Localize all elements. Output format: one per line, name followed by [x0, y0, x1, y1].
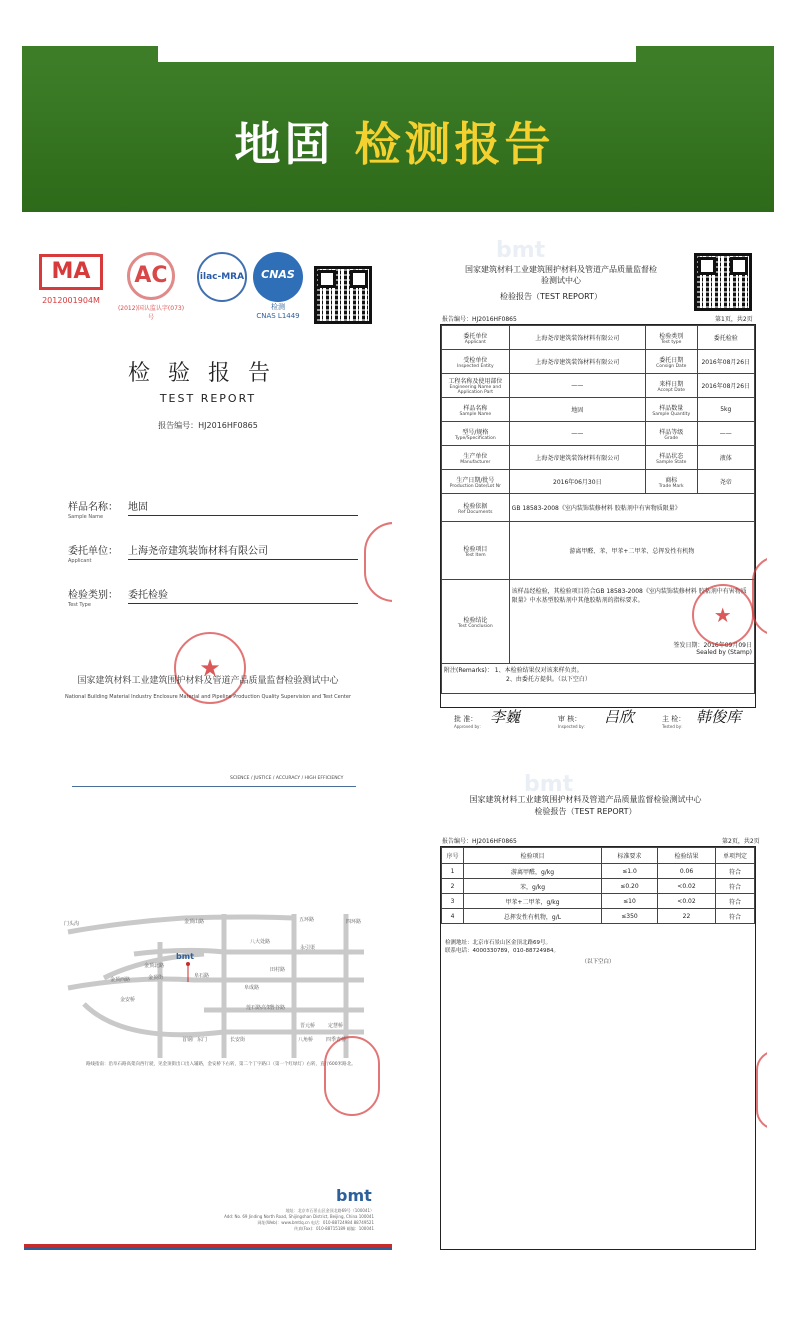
label-cell: [442, 326, 510, 350]
table-cell: 总挥发性有机物，g/L: [464, 909, 602, 924]
qr-code-icon: [694, 253, 752, 311]
value-cell: [697, 326, 754, 350]
cnas-mark: CNAS: [253, 252, 303, 302]
basis-label-en: Ref Documents: [458, 509, 493, 515]
report-page-1: [404, 236, 767, 748]
slogan-rule: [72, 786, 356, 787]
footer-stripe-blue: [24, 1247, 392, 1250]
inspect-label-en: Inspected by：: [558, 724, 588, 729]
inspector: [558, 714, 588, 730]
map-label: 晋元桥: [300, 1023, 316, 1029]
bmt-map-marker: bmt: [176, 952, 194, 961]
table-cell: 3: [442, 894, 464, 909]
page2-report-no: 报告编号：HJ2016HF0865: [442, 838, 517, 845]
tester-signature: 韩俊库: [696, 708, 742, 726]
page-title: [0, 108, 789, 174]
table-row: [442, 374, 755, 398]
label-cell: [645, 350, 697, 374]
label-cell: [442, 350, 510, 374]
cell-value: ——: [571, 382, 584, 389]
cell-label: 商标: [665, 476, 678, 484]
map-label: 金顶西路: [110, 977, 131, 983]
cell-value: 地固: [571, 407, 584, 414]
map-label: 首钢厂东门: [182, 1037, 208, 1043]
banner: [0, 40, 789, 215]
cell-value: 上海尧帝建筑装饰材料有限公司: [535, 455, 620, 462]
items-label-cell: [442, 522, 510, 580]
table-cell: 游离甲醛，g/kg: [464, 864, 602, 879]
results-table: [441, 847, 755, 924]
basis-label-cell: [442, 494, 510, 522]
map-label: 门头沟: [64, 921, 80, 927]
label-cell: [645, 470, 697, 494]
table-cell: ≤0.20: [602, 879, 658, 894]
map-label: 永引渠: [300, 945, 316, 951]
report-cover: [24, 232, 392, 760]
value-cell: [509, 326, 645, 350]
value-cell: [697, 374, 754, 398]
label-cell: [442, 398, 510, 422]
slogan: SCIENCE / JUSTICE / ACCURACY / HIGH EFFICIENCY: [230, 776, 344, 781]
cell-label: 生产日期/批号: [456, 476, 495, 484]
conclusion-label-cell: [442, 580, 510, 664]
conclusion-cell: [509, 580, 754, 664]
map-label: 阜石路: [194, 973, 210, 979]
cell-label: 委托日期: [659, 356, 684, 364]
value-cell: [509, 446, 645, 470]
label-cell: [645, 446, 697, 470]
table-row: [442, 398, 755, 422]
cnas-sub: 检测: [271, 303, 285, 311]
basis-label: 检验依据: [463, 502, 488, 510]
items-value: 游离甲醛、苯、甲苯+二甲苯、总挥发性有机物: [509, 522, 754, 580]
conclusion-label: 检验结论: [463, 616, 488, 624]
label-cell: [645, 422, 697, 446]
field-sample-name: [68, 498, 358, 520]
blank-end-note: （以下空白）: [581, 959, 615, 965]
field-label: 样品名称：: [68, 502, 118, 513]
cell-value: ——: [719, 430, 732, 437]
cover-title: 检验报告: [127, 361, 288, 386]
value-cell: [697, 398, 754, 422]
label-cell: [442, 446, 510, 470]
column-header: 检验项目: [464, 848, 602, 864]
cell-label-en: Engineering Name and Application Part: [449, 385, 502, 395]
side-seal-stamp: [324, 1036, 380, 1116]
red-seal-stamp: [692, 584, 754, 646]
cma-mark: MA: [39, 254, 103, 290]
table-row: [442, 422, 755, 446]
cell-label-en: Applicant: [464, 339, 486, 345]
field-test-type: [68, 586, 358, 608]
items-label: 检验项目: [463, 545, 488, 553]
cell-value: ——: [571, 430, 584, 437]
table-row: [442, 494, 755, 522]
map-label: 五环路: [299, 917, 315, 923]
cell-value: 上海尧帝建筑装饰材料有限公司: [535, 359, 620, 366]
table-cell: 甲苯+二甲苯，g/kg: [464, 894, 602, 909]
inspector-signature: 吕欣: [604, 708, 635, 726]
field-label-en: Sample Name: [68, 514, 104, 520]
cell-label-en: Sample Name: [459, 411, 492, 417]
cell-label: 委托单位: [463, 332, 488, 340]
table-cell: 1: [442, 864, 464, 879]
page2-header: [404, 794, 767, 818]
map-label: 长安街: [230, 1037, 246, 1043]
cell-label: 样品等级: [659, 428, 684, 436]
cal-mark: AC: [127, 252, 175, 300]
approver-signature: 李巍: [490, 708, 521, 726]
table-row: [442, 580, 755, 664]
page2-table-frame: [440, 846, 756, 1250]
cell-value: 2016年08月26日: [701, 383, 751, 390]
cover-subtitle: TEST REPORT: [159, 392, 257, 405]
map-label: 八角桥: [298, 1037, 314, 1043]
page1-page-info: 第1页，共2页: [715, 316, 753, 323]
conclusion-value: 该样品经检验，其检验项目符合GB 18583-2008《室内装饰装修材料 胶粘剂中有害物质限量》中水基型胶粘剂中其他胶粘剂的指标要求。: [511, 588, 747, 604]
label-cell: [645, 326, 697, 350]
field-applicant: [68, 542, 358, 564]
cert-logos: [36, 250, 376, 330]
ilac-logo: [194, 250, 250, 302]
table-cell: ≤1.0: [602, 864, 658, 879]
value-cell: [697, 446, 754, 470]
cell-value: 5kg: [720, 406, 732, 413]
approve-label-en: Approved by：: [454, 724, 484, 729]
field-value: 地固: [128, 498, 358, 516]
cell-label-en: Sample Quantity: [652, 411, 691, 417]
cell-label-en: Inspected Entity: [457, 363, 494, 369]
star-icon: ★: [713, 603, 732, 627]
column-header: 单项判定: [716, 848, 755, 864]
table-cell: 4: [442, 909, 464, 924]
table-row: [442, 879, 755, 894]
field-label-en: Applicant: [68, 558, 92, 564]
table-row: [442, 522, 755, 580]
field-label: 委托单位：: [68, 546, 118, 557]
label-cell: [645, 398, 697, 422]
map-label: 四季青桥: [326, 1037, 347, 1043]
cell-label: 样品数量: [659, 404, 684, 412]
cell-label-en: Sample State: [656, 459, 687, 465]
table-row: [442, 446, 755, 470]
cell-label: 检验类别: [659, 332, 684, 340]
bmt-watermark: bmt: [496, 238, 546, 263]
table-cell: 2: [442, 879, 464, 894]
cell-label-en: Manufacturer: [460, 459, 491, 465]
address-line: 传真(Fax)：010-88715189 邮编：100041: [294, 1226, 374, 1231]
table-row: [442, 894, 755, 909]
phone-line: 联系电话：4000330789，010-88724984。: [445, 948, 559, 954]
cma-logo: [36, 250, 106, 305]
test-label: 主 检：: [662, 715, 686, 723]
value-cell: [697, 350, 754, 374]
cell-value: 液体: [719, 455, 732, 462]
page1-subtitle: 检验报告（TEST REPORT）: [500, 292, 603, 301]
value-cell: [509, 422, 645, 446]
page1-header-line1: 国家建筑材料工业建筑围护材料及管道产品质量监督检: [465, 265, 657, 274]
table-cell: 苯，g/kg: [464, 879, 602, 894]
cnas-caption: CNAS L1449: [256, 312, 300, 320]
title-yellow-part: 检测报告: [354, 117, 555, 171]
table-header-row: [442, 848, 755, 864]
title-white-part: 地固: [234, 117, 335, 171]
cover-report-no: 报告编号：HJ2016HF0865: [158, 421, 258, 430]
map-label: 莲石路高架: [246, 1005, 272, 1011]
report-page-2: [404, 770, 767, 1258]
map-label: 田村路: [270, 967, 286, 973]
cell-value: 委托检验: [713, 335, 738, 342]
table-cell: 22: [658, 909, 716, 924]
cell-value: 2016年08月26日: [701, 359, 751, 366]
address-line: 地址：北京市石景山区金顶北路69号（100041）: [285, 1208, 374, 1213]
qr-code-icon: [314, 266, 372, 324]
cell-label-en: Consign Date: [656, 363, 687, 369]
approve-label: 批 准：: [454, 715, 478, 723]
map-label: 金安桥: [120, 997, 136, 1003]
field-value: 委托检验: [128, 586, 358, 604]
remarks-cell: [442, 664, 755, 694]
signature-row: [440, 710, 756, 736]
cell-label-en: Grade: [664, 435, 679, 441]
side-seal-stamp: [364, 522, 392, 602]
table-cell: 符合: [716, 909, 755, 924]
remark-1: 1、本检验结果仅对该来样负责。: [494, 667, 583, 674]
cal-caption: (2012)国认监认字(073)号: [117, 305, 185, 321]
table-row: [442, 326, 755, 350]
items-label-en: Test Item: [465, 552, 486, 558]
map-label: 金顶北路: [144, 963, 165, 969]
map-label: 阜成路: [244, 985, 260, 991]
route-note: 路线指南：沿阜石路高架向西行驶，见金顶街出口出入辅路，金安桥下右转，第二个丁字路口（第一个红绿灯）右转，直行600米路北。: [86, 1062, 356, 1067]
map-label: 四环路: [346, 919, 362, 925]
location-map: [64, 914, 364, 1058]
value-cell: [509, 374, 645, 398]
cell-label-en: Type/Specification: [454, 435, 496, 441]
page1-report-no: 报告编号：HJ2016HF0865: [442, 316, 517, 323]
cell-value: 2016年06月30日: [553, 479, 602, 486]
table-row: [442, 864, 755, 879]
address-line: Add: No. 69 Jinding North Road, Shijingshan District, Beijing, China 100041: [224, 1214, 374, 1219]
label-cell: [442, 470, 510, 494]
cell-value: 上海尧帝建筑装饰材料有限公司: [535, 335, 620, 342]
label-cell: [442, 422, 510, 446]
cell-label-en: Trade Mark: [658, 483, 684, 489]
approver: [454, 714, 483, 730]
map-page: [24, 766, 392, 1254]
table-cell: ≤350: [602, 909, 658, 924]
cell-label: 生产单位: [463, 452, 488, 460]
bmt-logo: bmt: [336, 1186, 372, 1205]
column-header: 检验结果: [658, 848, 716, 864]
star-icon: ★: [199, 654, 221, 682]
table-cell: <0.02: [658, 894, 716, 909]
table-row: [442, 909, 755, 924]
value-cell: [509, 350, 645, 374]
page2-header-line2: 检验报告（TEST REPORT）: [534, 807, 637, 816]
cell-label-en: Test type: [661, 339, 682, 345]
table-cell: <0.02: [658, 879, 716, 894]
page1-header: [436, 264, 686, 286]
column-header: 序号: [442, 848, 464, 864]
footer-address: [194, 1208, 374, 1232]
cell-label: 样品名称: [463, 404, 488, 412]
table-cell: 符合: [716, 864, 755, 879]
table-row: [442, 470, 755, 494]
page2-page-info: 第2页，共2页: [722, 838, 760, 845]
cell-label-en: Production Date/Lot Nr: [449, 483, 501, 489]
cma-caption: 2012001904M: [42, 296, 100, 305]
page1-table-frame: [440, 324, 756, 708]
page1-info-table: [441, 325, 755, 694]
value-cell: [697, 470, 754, 494]
cell-label: 工程名称及使用部位: [448, 378, 503, 385]
side-seal-stamp: [756, 1050, 767, 1130]
table-cell: 符合: [716, 879, 755, 894]
label-cell: [442, 374, 510, 398]
table-row: [442, 350, 755, 374]
cell-value: 尧帝: [719, 479, 732, 486]
column-header: 标准要求: [602, 848, 658, 864]
table-cell: ≤10: [602, 894, 658, 909]
bmt-watermark: bmt: [524, 772, 574, 797]
cal-logo: [116, 250, 186, 321]
label-cell: [645, 374, 697, 398]
table-cell: 0.06: [658, 864, 716, 879]
map-label: 定慧桥: [328, 1023, 344, 1029]
value-cell: [509, 470, 645, 494]
cell-label-en: Accept Date: [657, 387, 685, 393]
cover-org-name-en: National Building Material Industry Enclosure Material and Pipeline Production Quality Supervision and Test Center: [64, 694, 352, 700]
ilac-mark: ilac-MRA: [197, 252, 247, 302]
sealed-by: Sealed by (Stamp): [696, 649, 752, 656]
value-cell: [509, 398, 645, 422]
remarks-label: 附注(Remarks)：: [444, 667, 493, 674]
cover-org-name: 国家建筑材料工业建筑围护材料及管道产品质量监督检验测试中心: [77, 676, 339, 686]
map-label: 金顶山路: [184, 919, 205, 925]
page2-header-line1: 国家建筑材料工业建筑围护材料及管道产品质量监督检验测试中心: [469, 795, 702, 804]
cell-label: 样品状态: [659, 452, 684, 460]
cell-label: 型号/规格: [462, 428, 489, 436]
cell-label: 来样日期: [659, 380, 684, 388]
field-label-en: Test Type: [68, 602, 91, 608]
table-cell: 符合: [716, 894, 755, 909]
inspect-label: 审 核：: [558, 715, 582, 723]
map-roads: [64, 914, 364, 1058]
conclusion-label-en: Test Conclusion: [457, 623, 493, 629]
tester: [662, 714, 685, 730]
field-label: 检验类别：: [68, 590, 118, 601]
sign-date: 签发日期：2016年09月09日: [673, 642, 752, 649]
page1-header-line2: 验测试中心: [541, 276, 581, 285]
map-label: 金顶街: [148, 975, 164, 981]
field-value: 上海尧帝建筑装饰材料有限公司: [128, 542, 358, 560]
test-label-en: Tested by：: [662, 724, 686, 729]
value-cell: [697, 422, 754, 446]
map-label: 八大处路: [250, 939, 271, 945]
basis-value: GB 18583-2008《室内装饰装修材料 胶粘剂中有害物质限量》: [509, 494, 754, 522]
cell-label: 受检单位: [463, 356, 488, 364]
map-label: 鲁谷路: [270, 1005, 286, 1011]
test-address: [445, 939, 559, 955]
cnas-logo: [250, 250, 306, 320]
address-line: 网址(Web)：www.bmtlq.cn 电话：010-88724984 88749521: [257, 1220, 374, 1225]
address-line: 检测地址：北京市石景山区金顶北路69号。: [445, 940, 551, 946]
table-row: [442, 664, 755, 694]
remark-2: 2、由委托方提供。（以下空白）: [506, 676, 591, 683]
